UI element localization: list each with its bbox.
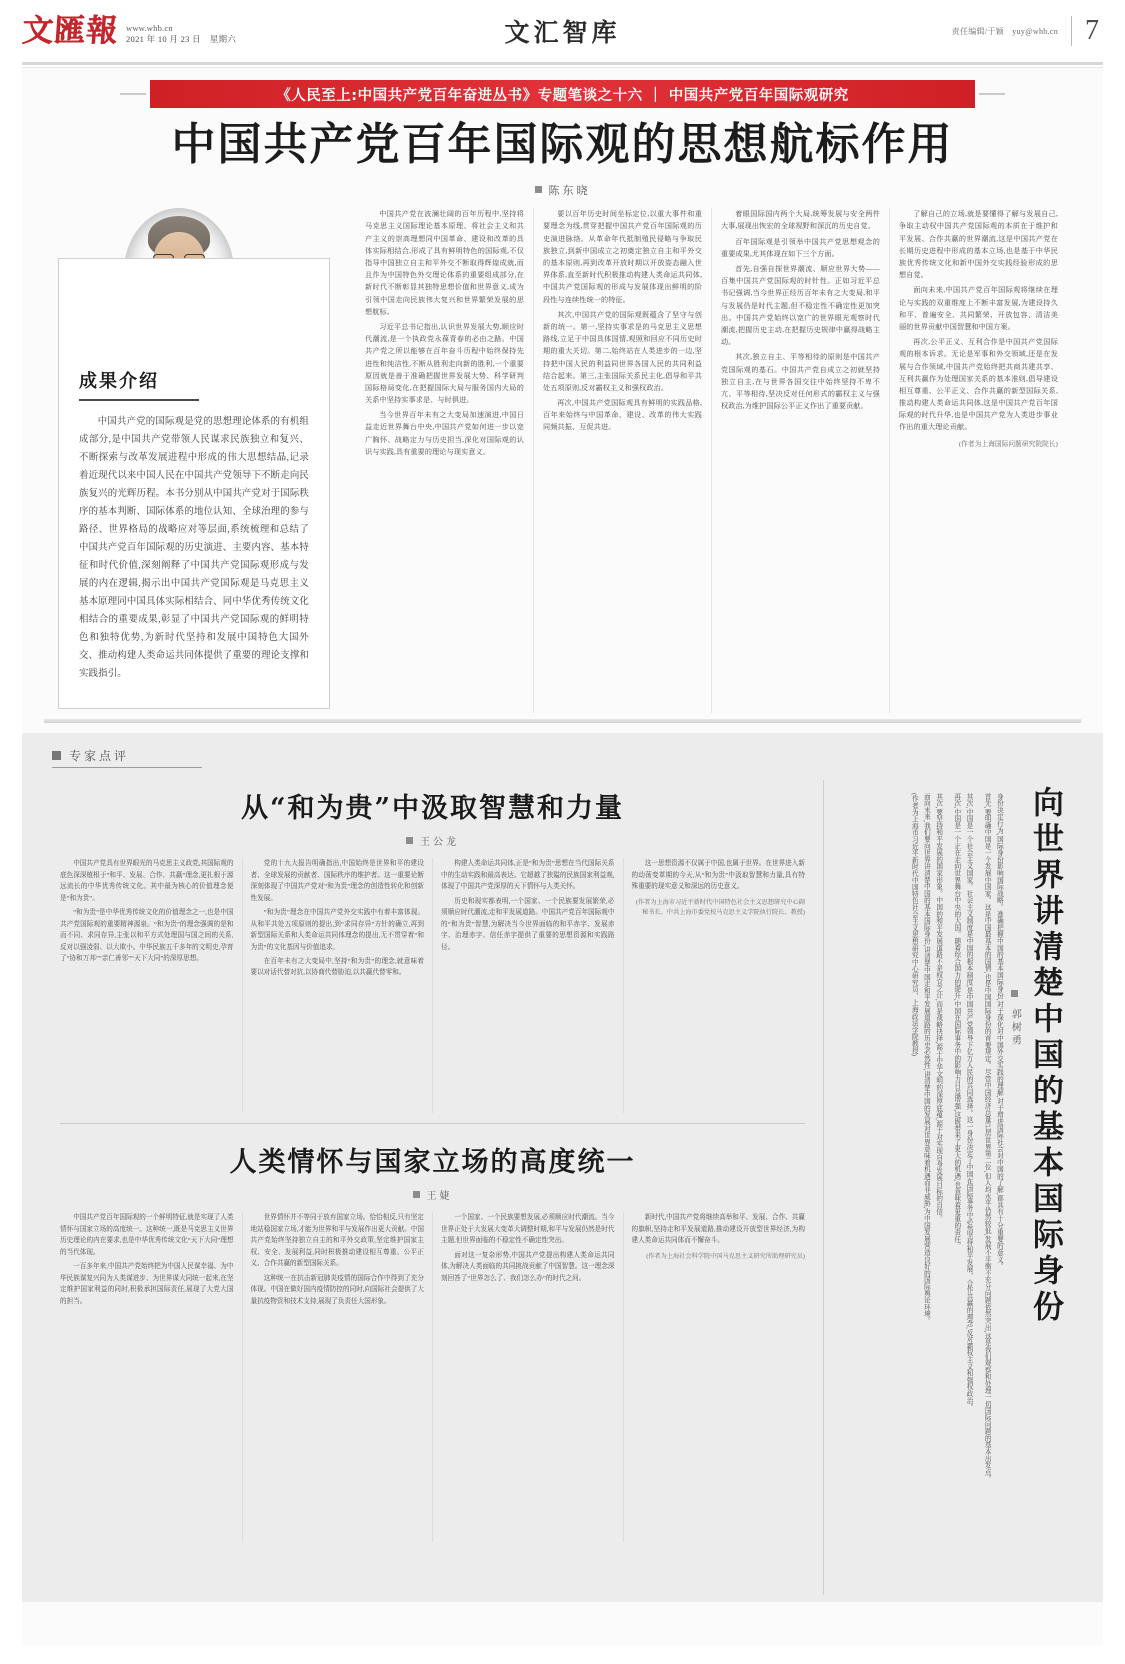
masthead-brand (20, 12, 237, 49)
expert-left-column (52, 780, 823, 1595)
expert-article-1-title: 从“和为贵”中汲取智慧和力量 (240, 793, 625, 825)
vertical-article-title: 向世界讲清楚中国的基本国际身份 (1027, 786, 1063, 1327)
intro-title-underline (79, 399, 199, 401)
bullet-square-icon (535, 186, 542, 193)
expert-article-1 (52, 780, 813, 1113)
expert-article-2-columns (52, 1212, 813, 1542)
achievement-intro-box (58, 258, 330, 709)
expert-commentary-section (22, 733, 1103, 1602)
article-column: 一个国家、一个民族要想发展,必须顺应时代潮流。当今世界正处于大发展大变革大调整时期,和平与发展仍然是时代主题,但世界面临的不稳定性不确定性突出。 面对这一复杂形势,中国共产党提出构建人类命运共同体,为解决人类面临的共同挑战贡献了中国智慧。这一理念深刻回答了“世界怎么了、我们怎么办”的时代之问。 (432, 1212, 623, 1542)
article-column: 中国共产党在波澜壮阔的百年历程中,坚持将马克思主义国际理论基本原理、将社会主义和共产主义的崇高理想同中国革命、建设和改革的具体实际相结合,形成了具有鲜明特色的国际观,不仅指导中国独立自主和平外交不断取得辉煌成就,而且作为中国特色外交理论体系的重要组成部分,在新时代不断彰显其独特思想价值和世界意义,成为引领中国走向民族伟大复兴和世界繁荣发展的思想航标。 习近平总书记指出,认识世界发展大势,顺应时代潮流,是一个执政党永葆青春的必由之路。中国共产党之所以能够在百年奋斗历程中始终保持先进性和纯洁性,不断从胜利走向新的胜利,一个重要原因就是善于准确把握世界发展大势、科学研判国际格局变化,在把握国际大局与服务国内大局的关系中坚持实事求是、与时俱进。 当今世界百年未有之大变局加速演进,中国日益走近世界舞台中央,中国共产党如何进一步以宽广胸怀、战略定力与历史担当,深化对国际观的认识与实践,具有重要的理论与现实意义。 (365, 210, 524, 456)
article-column: 世界情怀并不等同于放弃国家立场。恰恰相反,只有坚定地站稳国家立场,才能为世界和平与发展作出更大贡献。中国共产党始终坚持独立自主的和平外交政策,坚定维护国家主权、安全、发展利益,同时积极推动建设相互尊重、公平正义、合作共赢的新型国际关系。 这种统一在抗击新冠肺炎疫情的国际合作中得到了充分体现。中国在做好国内疫情防控的同时,向国际社会提供了大量抗疫物资和技术支持,展现了负责任大国形象。 (242, 1212, 433, 1542)
article-column: 这一思想资源不仅属于中国,也属于世界。在世界进入新的动荡变革期的今天,从“和为贵”中汲取智慧和力量,具有特殊重要的现实意义和深远的历史意义。 (作者为上海市习近平新时代中国特色社会主义思想研究中心副秘书长、中共上海市委党校马克思主义学院执行院长、教授) (623, 858, 814, 1113)
article-column: 构建人类命运共同体,正是“和为贵”思想在当代国际关系中的生动实践和最高表达。它超越了狭隘的民族国家利益观,体现了中国共产党深厚的天下情怀与人类关怀。 历史和现实都表明,一个国家、一个民族要发展繁荣,必须顺应时代潮流,走和平发展道路。中国共产党百年国际观中的“和为贵”智慧,为解决当今世界面临的和平赤字、发展赤字、治理赤字、信任赤字提供了重要的思想资源和实践路径。 (432, 858, 623, 1113)
lead-article (22, 208, 1103, 713)
section-divider (44, 719, 1081, 723)
series-banner: 《人民至上:中国共产党百年奋进丛书》专题笔谈之十六 ｜ 中国共产党百年国际观研究 (150, 80, 975, 108)
banner-tick-right (979, 93, 1005, 95)
page-sheet (22, 68, 1103, 1646)
bullet-square-icon (406, 837, 413, 844)
article-column: 新时代,中国共产党将继续高举和平、发展、合作、共赢的旗帜,坚持走和平发展道路,推动建设开放型世界经济,为构建人类命运共同体而不懈奋斗。 (作者为上海社会科学院中国马克思主义研究所助理研究员) (623, 1212, 814, 1542)
article-column: 中国共产党具有世界眼光的马克思主义政党,其国际观的底色深深植根于“和平、发展、合作、共赢”理念,更扎根于源远流长的中华优秀传统文化。其中最为核心的价值理念便是“和为贵”。 “和为贵”是中华优秀传统文化的价值理念之一,也是中国共产党国际观的重要精神源泉。“和为贵”的理念强调的是和而不同、求同存异,主张以和平方式处理国与国之间的关系,反对以强凌弱、以大欺小。中华民族五千多年的文明史,孕育了“协和万邦”“亲仁善邻”“天下大同”的深厚思想。 (60, 860, 234, 963)
article-column: 了解自己的立场,就是要懂得了解与发展自己,争取主动权中国共产党国际观的本质在于维护和平发展、合作共赢的世界潮流,这是中国共产党在长期历史进程中形成的基本立场,也是基于中华民族优秀传统文化和新中国外交实践经验形成的思想自觉。 面向未来,中国共产党百年国际观将继续在理论与实践的双重维度上不断丰富发展,为建设持久和平、普遍安全、共同繁荣、开放包容、清洁美丽的世界贡献中国智慧和中国方案。 再次,公平正义、互利合作是中国共产党国际观的根本诉求。无论是军事和外交领域,还是在发展与合作领域,中国共产党始终把共商共建共享、互利共赢作为处理国家关系的基本准则,倡导建设相互尊重、公平正义、合作共赢的新型国际关系,推动构建人类命运共同体,这是中国共产党百年国际观的时代升华,也是中国共产党为人类进步事业作出的重大理论贡献。 (作者为上海国际问题研究院院长) (889, 208, 1067, 713)
author-profile-column (58, 208, 330, 713)
expert-tag-label: 专家点评 (69, 749, 130, 764)
expert-commentary-tag (52, 747, 202, 768)
expert-article-2-title: 人类情怀与国家立场的高度统一 (229, 1147, 636, 1179)
article-column: 其次,中国是一个社会主义国家。社会主义制度是中国的根本制度,是中国共产党领导下亿万人民的共同选择。这一身份决定了中国在国际事务中必然坚持和平发展、合作共赢的理念,反对霸权主义和强权政治。 再次,中国是一个正在走向世界舞台中央的大国。随着综合国力的提升,中国在国际事务中的影响力日益增强,这既带来了更大的机遇,也意味着更重的责任。 (952, 793, 973, 1411)
bullet-square-icon (413, 1191, 420, 1198)
vertical-article-byline (1007, 780, 1022, 1595)
article-column: 中国共产党百年国际观的一个鲜明特征,就是实现了人类情怀与国家立场的高度统一。这种统一,既是马克思主义世界历史理论的内在要求,也是中华优秀传统文化“天下大同”理想的当代体现。 一百多年来,中国共产党始终把为中国人民谋幸福、为中华民族谋复兴同为人类谋进步、为世界谋大同统一起来,在坚定维护国家利益的同时,积极承担国际责任,展现了大党大国的担当。 (60, 1214, 234, 1305)
expert-article-divider (60, 1123, 805, 1124)
main-byline (22, 182, 1103, 198)
article-column: 党的十九大报告明确指出,中国始终是世界和平的建设者、全球发展的贡献者、国际秩序的维护者。这一重要论断深刻体现了中国共产党对“和为贵”理念的创造性转化和创新性发展。 “和为贵”理念在中国共产党外交实践中有着丰富体现。从和平共处五项原则的提出,到“求同存异”方针的确立,再到新型国际关系和人类命运共同体理念的提出,无不贯穿着“和为贵”的文化基因与价值追求。 在百年未有之大变局中,坚持“和为贵”的理念,就意味着要以对话代替对抗,以协商代替胁迫,以共赢代替零和。 (242, 858, 433, 1113)
article-column: 着眼国际国内两个大局,统筹发展与安全两件大事,展现出恢宏的全球视野和深沉的历史自觉。 百年国际观是引领举中国共产党思想观念的重要成果,尤其体现在如下三个方面。 首先,自强自探世界潮流、顺应世界大势——百集中国共产党国际观的时针性。正如习近平总书记强调,当今世界正经历百年未有之大变局,和平与发展仍是时代主题,但不稳定性不确定性更加突出。中国共产党始终以宽广的世界眼光观察时代潮流,把握历史主动,在把握历史规律中赢得战略主动。 其次,独立自主、平等相待的原则是中国共产党国际观的基石。中国共产党自成立之初就坚持独立自主,在与世界各国交往中始终坚持不卑不亢、平等相待,坚决反对任何形式的霸权主义与强权政治,为维护国际公平正义作出了重要贡献。 (711, 208, 889, 713)
intro-box-title: 成果介绍 (79, 371, 159, 393)
masthead-right (952, 16, 1103, 46)
article-column: 其次,要坚持和平发展的国家形象。中国的和平发展道路不是权宜之计,而是战略抉择,源于中华文明的深厚底蕴,源于对实现自身发展目标的自信。 面向未来,我们要向世界讲清楚中国的基本国际身份,讲清楚中国走和平发展道路的历史必然性,讲清楚中国的发展对世界意味着机遇而非威胁,为中国发展营造良好的国际舆论环境。 (作者为上海市习近平新时代中国特色社会主义思想研究中心研究员、上海政法学院教授) (910, 793, 942, 1325)
page-number: 7 (1085, 15, 1099, 46)
newspaper-logo: 文匯報 (20, 12, 120, 49)
expert-article-1-author: 王公龙 (420, 837, 459, 849)
section-title: 文汇智库 (504, 18, 621, 47)
lead-article-columns (330, 208, 1067, 713)
masthead-meta (126, 23, 236, 46)
intro-box-text: 中国共产党的国际观是党的思想理论体系的有机组成部分,是中国共产党带领人民谋求民族独立和复兴、不断探索与改革发展进程中形成的伟大思想结晶,记录着近现代以来中国人民在中国共产党领导下不断走向民族复兴的光辉历程。本书分别从中国共产党对于国际秩序的基本判断、国际体系的地位认知、全球治理的参与路径、世界格局的战略应对等层面,系统梳理和总结了中国共产党百年国际观的历史演进、主要内容、基本特征和时代价值,深刻阐释了中国共产党国际观形成与发展的内在逻辑,揭示出中国共产党国际观是马克思主义基本原理同中国具体实际相结合、同中华优秀传统文化相结合的重要成果,彰显了中国共产党国际观的鲜明特色和独特优势,为新时代坚持和发展中国特色大国外交、推动构建人类命运共同体提供了重要的理论支撑和实践指引。 (79, 416, 309, 680)
main-author-name: 陈东晓 (548, 185, 591, 198)
series-banner-wrap (22, 68, 1103, 114)
article-column: 身份决定行为,国际身份影响国际战略。准确把握中国的基本国际身份,对于深化对中国外交实践的理解,对于增进国际社会对中国的了解,都具有十分重要的意义。 首先,要明确中国是一个发展中国家。这是中国最基本的国情,也是中国国际身份的首要规定。尽管中国经济总量已居世界第二位,但人均水平仍然较低,发展不平衡不充分问题依然突出,这是我们观察和处理一切国际问题的基本出发点。 (983, 793, 1003, 1483)
bullet-square-icon (52, 751, 61, 760)
publication-date: 2021 年 10 月 23 日 星期六 (126, 33, 237, 44)
article-column: 要以百年历史时间坐标定位,以重大事件和重要理念为线,贯穿把握中国共产党百年国际观的历史演进脉络。从革命年代抵制殖民侵略与争取民族独立,到新中国成立之初奠定独立自主和平外交的基本原则,再到改革开放时期以开放姿态融入世界体系,直至新时代积极推动构建人类命运共同体,中国共产党国际观的形成与发展体现出鲜明的阶段性与连续性统一的特征。 其次,中国共产党的国际观既蕴含了坚守与创新的统一。第一,坚持实事求是的马克思主义思想路线,立足于中国具体国情,观照和回应不同历史时期的重大关切。第二,始终站在人类进步的一边,坚持把中国人民的利益同世界各国人民的共同利益结合起来。第三,主张国际关系民主化,倡导和平共处五项原则,反对霸权主义和强权政治。 再次,中国共产党国际观具有鲜明的实践品格,百年来始终与中国革命、建设、改革的伟大实践同频共振、互促共进。 (533, 208, 711, 713)
vertical-article-author: 郭树勇 (1009, 1008, 1021, 1048)
vertical-article (823, 780, 1073, 1595)
expert-body (52, 780, 1073, 1595)
editor-credit: 责任编辑/于颖 yuy@whb.cn (951, 26, 1058, 36)
newspaper-url[interactable]: www.whb.cn (126, 23, 173, 34)
masthead-rule (22, 62, 1103, 65)
expert-article-2-byline (52, 1187, 813, 1202)
expert-article-1-byline (52, 833, 813, 848)
page-title: 中国共产党百年国际观的思想航标作用 (171, 119, 954, 170)
expert-article-2 (52, 1134, 813, 1542)
expert-article-2-author: 王婕 (426, 1191, 453, 1203)
banner-tick-left (120, 93, 146, 95)
bullet-square-icon (1011, 990, 1018, 997)
expert-article-1-columns (52, 858, 813, 1113)
masthead-divider (1071, 16, 1072, 46)
vertical-article-columns (836, 780, 1073, 1595)
masthead (0, 0, 1125, 62)
